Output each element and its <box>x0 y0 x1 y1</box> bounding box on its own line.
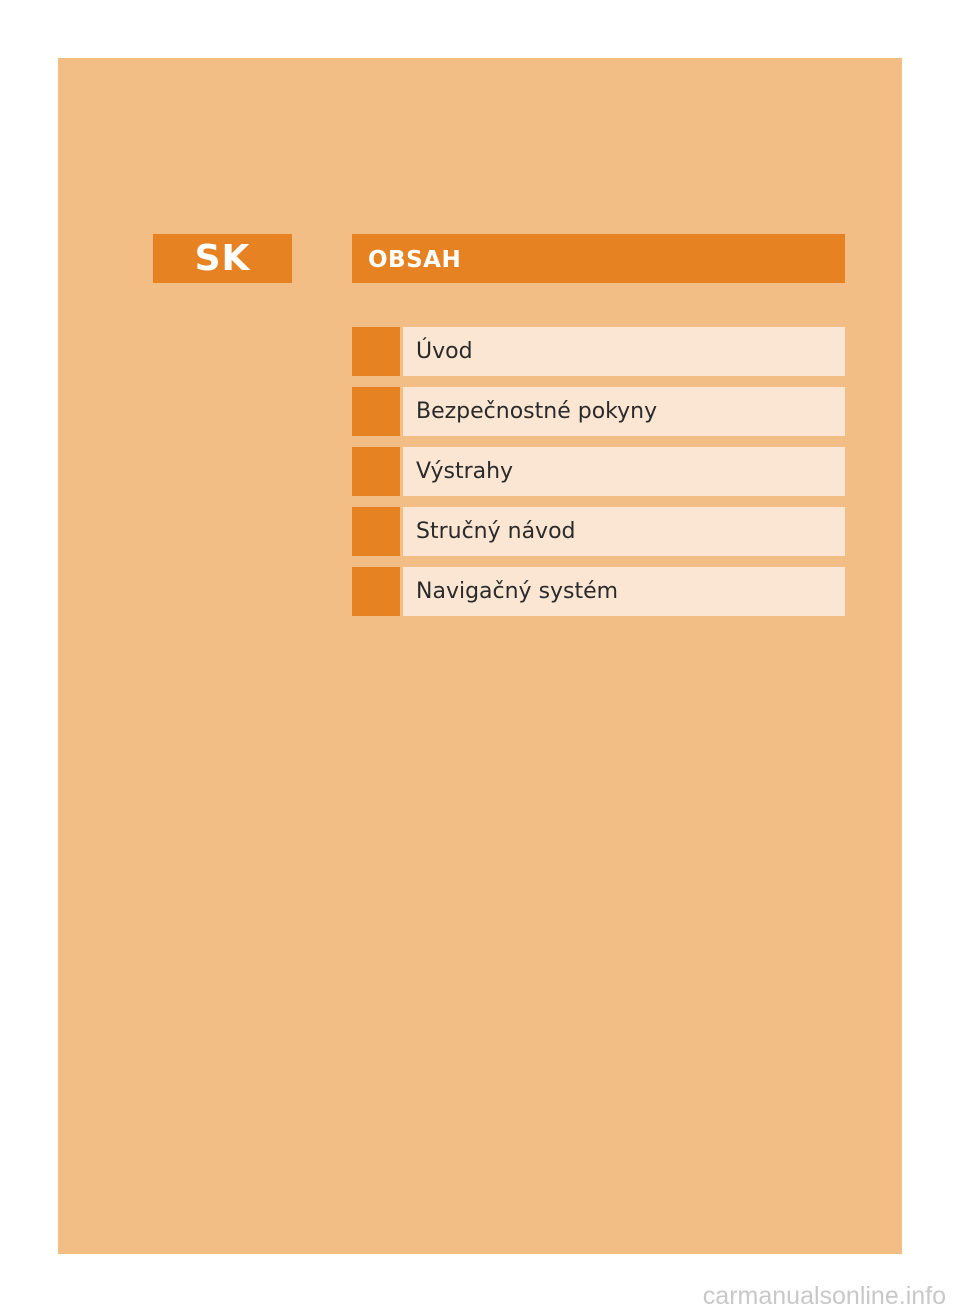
toc-item-bezpecnostne-pokyny[interactable] <box>352 387 845 436</box>
toc-item-marker <box>352 327 400 376</box>
toc-item-navigacny-system[interactable] <box>352 567 845 616</box>
toc-item-marker <box>352 447 400 496</box>
toc-item-label[interactable]: Výstrahy <box>403 447 845 496</box>
toc-item-label[interactable]: Bezpečnostné pokyny <box>403 387 845 436</box>
toc-list <box>352 327 845 627</box>
toc-item-marker <box>352 387 400 436</box>
watermark-text: carmanualsonline.info <box>702 1282 946 1310</box>
toc-item-marker <box>352 507 400 556</box>
toc-item-strucny-navod[interactable] <box>352 507 845 556</box>
toc-item-uvod[interactable] <box>352 327 845 376</box>
language-tab: SK <box>153 234 292 283</box>
toc-item-label[interactable]: Stručný návod <box>403 507 845 556</box>
toc-item-label[interactable]: Úvod <box>403 327 845 376</box>
toc-item-marker <box>352 567 400 616</box>
toc-item-vystrahy[interactable] <box>352 447 845 496</box>
toc-item-label[interactable]: Navigačný systém <box>403 567 845 616</box>
toc-title: OBSAH <box>352 234 845 283</box>
